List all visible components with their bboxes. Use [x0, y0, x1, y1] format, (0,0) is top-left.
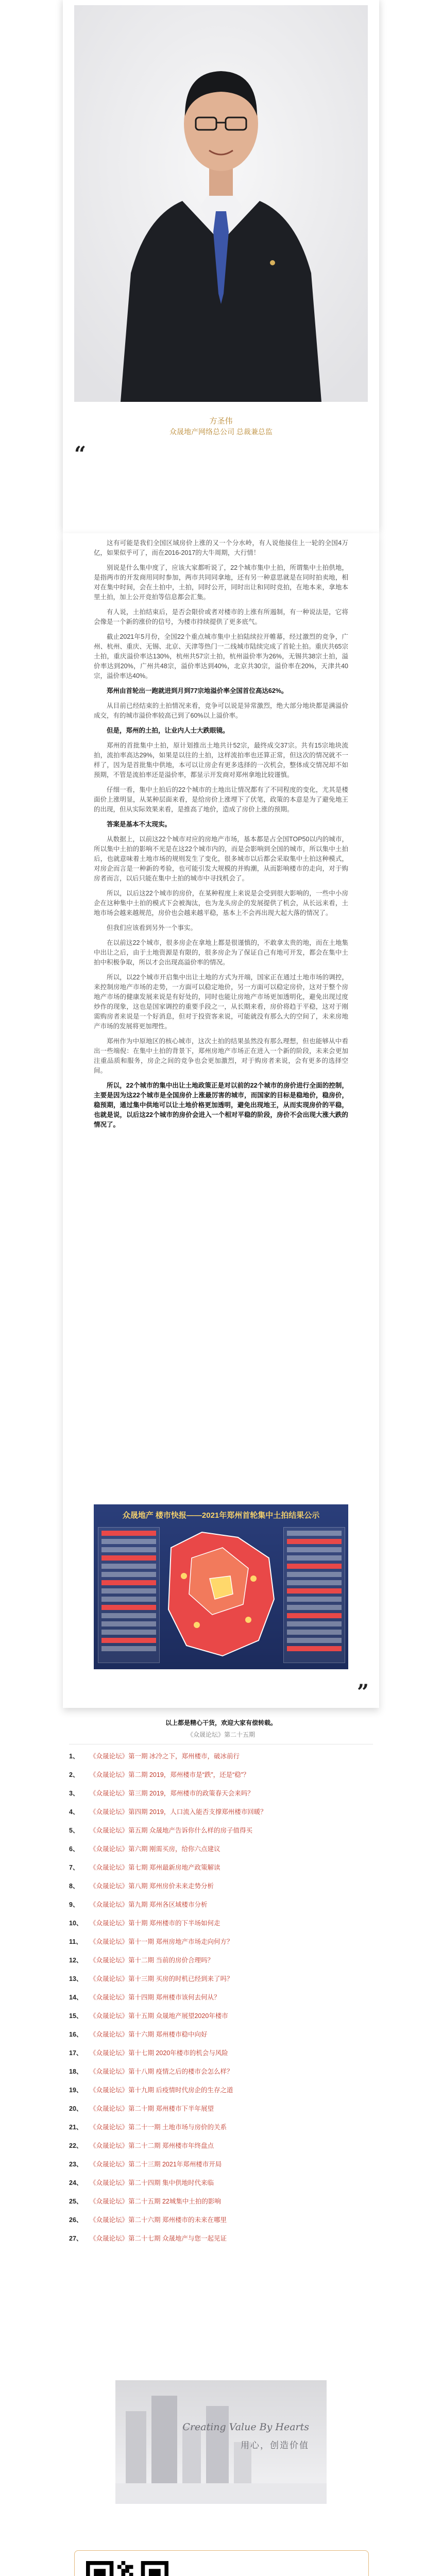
related-article-number: 27、	[69, 2235, 83, 2242]
note-line-1: 以上都是精心干货，欢迎大家有偿转载。	[165, 1719, 277, 1726]
article-paragraph: 答案是基本不太现实。	[107, 821, 172, 828]
related-article-number: 25、	[69, 2198, 83, 2205]
related-article-link[interactable]	[69, 1993, 373, 2011]
related-article-link[interactable]	[69, 2160, 373, 2178]
related-article-number: 3、	[69, 1790, 79, 1797]
author-name: 方圣伟	[209, 417, 233, 426]
related-article-number: 15、	[69, 2012, 83, 2020]
related-article-title: 《众晟论坛》第一期 冰冷之下，郑州楼市，破冰前行	[90, 1753, 240, 1760]
related-article-link[interactable]	[69, 2104, 373, 2123]
related-article-title: 《众晟论坛》第九期 郑州各区域楼市分析	[90, 1901, 208, 1908]
related-article-title: 《众晟论坛》第二十期 郑州楼市下半年展望	[90, 2105, 214, 2112]
article-paragraph: 从目前已经结束的土拍情况来看，竞争可以说是异常激烈，绝大部分地块都是满溢价成交，有的城市溢价率较高已到了60%以上溢价率。	[94, 702, 348, 719]
land-auction-map-graphic	[94, 1504, 348, 1669]
related-article-link[interactable]	[69, 1937, 373, 1956]
related-article-number: 16、	[69, 2031, 83, 2038]
banner-slogan-en: Creating Value By Hearts	[182, 2421, 309, 2433]
related-article-title: 《众晟论坛》第二十五期 22城集中土拍的影响	[90, 2198, 221, 2205]
related-article-link[interactable]	[69, 1789, 373, 1807]
related-article-title: 《众晟论坛》第四期 2019，人口流入能否支撑郑州楼市回暖？	[90, 1808, 267, 1816]
article-paragraph: 所以，以22个城市开启集中出让土地的方式为开端，国家正在通过土地市场的调控，来控制房地产市场的走势，一方面可以稳定地价，另一方面可以稳定房价，这对于整个房地产市场的健康发展来说是有好处的，同时也能让房地产市场更加透明化，避免出现过度炒作的现象，这也是国家调控的重要手段之一，从长期来看，房价将趋于平稳，这对于刚需购房者来说是一个好消息，但对于投资客来说，可能就没有那么大的空间了，未来房地产市场的发展将更加理性。	[94, 974, 348, 1030]
article-paragraph: 有人说，土拍结束后，是否会限价或者对楼市的上涨有所遏制，有一种说法是，它将会像是一个新的涨价的信号，为楼市持续提供了更多底气。	[94, 608, 348, 625]
related-article-number: 2、	[69, 1771, 79, 1778]
article-paragraph: 郑州作为中原地区的核心城市，这次土拍的结果虽然没有那么理想，但也能够从中看出一些端倪：在集中土拍的背景下，郑州房地产市场正在进入一个新的阶段，未来会更加注重品质和服务，房企之间的竞争也会更加激烈，对于购房者来说，会有更多的选择空间。	[94, 1038, 348, 1074]
related-article-link[interactable]	[69, 2011, 373, 2030]
related-article-number: 11、	[69, 1938, 82, 1945]
related-article-number: 7、	[69, 1864, 79, 1871]
close-quote-icon: ”	[356, 1680, 369, 1704]
related-article-title: 《众晟论坛》第二十二期 郑州楼市年终盘点	[90, 2142, 214, 2149]
related-article-title: 《众晟论坛》第五期 众晟地产告诉你什么样的房子值得买	[90, 1827, 252, 1834]
related-article-link[interactable]	[69, 1863, 373, 1882]
related-article-title: 《众晟论坛》第二十六期 郑州楼市的未来在哪里	[90, 2216, 227, 2224]
related-article-link[interactable]	[69, 2197, 373, 2215]
related-article-title: 《众晟论坛》第二十四期 集中供地时代来临	[90, 2179, 214, 2187]
article-paragraph: 所以，以后这22个城市的房价，在某种程度上来说是会受到很大影响的，一些中小房企在这种集中土拍的模式下会被淘汰，也为龙头房企的发展提供了机会，从长远来看，土地市场会越来越规范，房价也会越来越平稳，基本上不会再出现大起大落的情况了。	[94, 890, 348, 917]
related-article-link[interactable]	[69, 1882, 373, 1900]
related-article-number: 1、	[69, 1753, 79, 1760]
author-role: 众晟地产网络总公司 总裁兼总监	[169, 428, 273, 436]
related-article-link[interactable]	[69, 1752, 373, 1770]
note-line-2: 《众晟论坛》第二十五期	[186, 1731, 255, 1738]
related-article-link[interactable]	[69, 1807, 373, 1826]
related-article-title: 《众晟论坛》第十三期 买房的时机已经到来了吗？	[90, 1975, 233, 1982]
related-article-title: 《众晟论坛》第三期 2019，郑州楼市的政策春天会来吗？	[90, 1790, 254, 1797]
related-article-title: 《众晟论坛》第二期 2019，郑州楼市是“跌”，还是“稳”？	[90, 1771, 250, 1778]
related-article-link[interactable]	[69, 2067, 373, 2086]
related-article-title: 《众晟论坛》第十期 郑州楼市的下半场如何走	[90, 1920, 220, 1927]
related-article-number: 19、	[69, 2087, 83, 2094]
related-article-number: 5、	[69, 1827, 79, 1834]
article-paragraph: 郑州由首轮出一跑就进到月到77宗地溢价率全国首位高达62%。	[107, 687, 288, 694]
related-article-number: 14、	[69, 1994, 83, 2001]
related-article-number: 8、	[69, 1883, 79, 1890]
related-article-title: 《众晟论坛》第八期 郑州房价未来走势分析	[90, 1883, 214, 1890]
open-quote-icon: “	[74, 442, 87, 466]
related-article-number: 12、	[69, 1957, 83, 1964]
related-article-link[interactable]	[69, 1900, 373, 1919]
article-paragraph: 别说是什么集中度了，应该大家都听说了，22个城市集中土拍，所谓集中土拍供地，是指两市的开发商用同时参加，两市共同同拿地，还有另一种意思就是在同时拍卖地，相对在集中时间，会在土拍中，土拍，同时公开，同时出让和同时竞拍，在地本来，拿地本里土拍，加上公开竞拍等信息都会汇集。	[94, 564, 348, 601]
related-article-link[interactable]	[69, 2141, 373, 2160]
related-article-link[interactable]	[69, 2030, 373, 2048]
related-article-title: 《众晟论坛》第十九期 后疫情时代房企的生存之道	[90, 2087, 233, 2094]
article-paragraph: 但我们应该看到另外一个事实。	[107, 924, 197, 931]
related-article-link[interactable]	[69, 2178, 373, 2197]
article-paragraph: 截止2021年5月份，全国22个重点城市集中土拍陆续拉开帷幕，经过激烈的竞争，广州、杭州、重庆、无锡、北京、天津等热门一二线城市陆续完成了首轮土拍。重庆共65宗土拍，重庆溢价率达130%，杭州共57宗土拍，杭州溢价率为26%，无锡共38宗土拍，溢价率达到20%，广州共48宗，溢价率达到40%，北京共30宗，溢价率在20%，天津共40宗，溢价率达40%。	[94, 633, 348, 680]
related-article-number: 18、	[69, 2068, 83, 2075]
related-article-number: 24、	[69, 2179, 83, 2187]
related-article-title: 《众晟论坛》第十四期 郑州楼市该何去何从？	[90, 1994, 220, 2001]
related-article-link[interactable]	[69, 2123, 373, 2141]
related-article-title: 《众晟论坛》第七期 郑州最新房地产政策解读	[90, 1864, 220, 1871]
qr-card	[74, 2550, 369, 2576]
banner-slogan-cn: 用心，创造价值	[241, 2441, 309, 2450]
related-article-title: 《众晟论坛》第十一期 郑州房地产市场走向何方？	[90, 1938, 233, 1945]
related-article-link[interactable]	[69, 1974, 373, 1993]
related-article-number: 23、	[69, 2161, 83, 2168]
article-paragraph: 郑州的首批集中土拍，原计划推出土地共计52宗，最终成交37宗。共有15宗地块流拍，流拍率高达29%，如果是以往的土拍，这样流拍率也还算正常，但这次的情况就不一样了，因为是首批集中供地，本可以让房企有更多选择的一次机会，整体成交情况却不如预期，不管是流拍率还是溢价率，都显示开发商对郑州拿地比较谨慎。	[94, 742, 348, 778]
related-article-number: 17、	[69, 2049, 83, 2057]
related-article-number: 6、	[69, 1845, 79, 1853]
map-left-panel	[98, 1527, 160, 1663]
article-paragraph: 仔细一看，集中土拍后的22个城市的土地出让情况都有了不同程度的变化，尤其是楼面价上涨明显，从某种层面来看，是给房价上涨埋下了伏笔，政策的本意是为了避免地王的出现，但从实际效果来看，是推高了地价，造成了房价上涨的预期。	[94, 786, 348, 813]
map-right-panel	[283, 1527, 345, 1663]
related-article-title: 《众晟论坛》第十八期 疫情之后的楼市会怎么样？	[90, 2068, 233, 2075]
related-article-link[interactable]	[69, 2234, 373, 2252]
related-article-title: 《众晟论坛》第二十七期 众晟地产与您一起见证	[90, 2235, 227, 2242]
related-article-title: 《众晟论坛》第十二期 当前的房价合理吗？	[90, 1957, 214, 1964]
related-article-link[interactable]	[69, 1826, 373, 1844]
related-article-number: 4、	[69, 1808, 79, 1816]
article-paragraph: 这有可能是我们全国区域房价上涨的又一个分水岭，有人说他接住上一轮的全国4万亿，如果似乎可了，而在2016-2017的大牛周期，大行情！	[94, 539, 348, 556]
related-article-link[interactable]	[69, 2086, 373, 2104]
related-article-title: 《众晟论坛》第十七期 2020年楼市的机会与风险	[90, 2049, 228, 2057]
brand-banner	[115, 2380, 327, 2504]
related-article-link[interactable]	[69, 1844, 373, 1863]
related-article-number: 22、	[69, 2142, 83, 2149]
related-article-number: 26、	[69, 2216, 83, 2224]
related-article-title: 《众晟论坛》第二十一期 土地市场与房价的关系	[90, 2124, 227, 2131]
article-card	[63, 533, 379, 1708]
related-article-title: 《众晟论坛》第十六期 郑州楼市稳中向好	[90, 2031, 208, 2038]
related-article-title: 《众晟论坛》第十五期 众晟地产展望2020年楼市	[90, 2012, 228, 2020]
related-article-number: 10、	[69, 1920, 83, 1927]
author-card	[63, 0, 379, 533]
article-body	[94, 538, 348, 1135]
related-article-link[interactable]	[69, 1770, 373, 1789]
map-illustration	[161, 1527, 281, 1662]
article-paragraph: 但是，郑州的土拍，让业内人士大跌眼镜。	[107, 727, 229, 734]
related-article-title: 《众晟论坛》第六期 刚需买房，给你六点建议	[90, 1845, 220, 1853]
qr-code-icon[interactable]	[86, 2561, 168, 2576]
related-article-link[interactable]	[69, 2215, 373, 2234]
article-paragraph: 从数据上，以前这22个城市对应的房地产市场，基本都是占全国TOP50以内的城市，所以集中土拍的影响不光是在这22个城市内的，而是会影响到全国的城市，所以集中土拍后，也就意味着土地市场的规则发生了变化，很多城市以后都会采取集中土拍这种模式，对房企而言是一种新的考验，也可能引发大规模的并购潮，从而影响楼市的走向，对于购房者而言，以后只能在集中土拍的城市中寻找机会了。	[94, 836, 348, 882]
article-paragraph: 在以前这22个城市，很多房企在拿地上都是很谨慎的，不敢拿太贵的地，而在土地集中出让之后，由于土地资源是有限的，很多房企为了保证自己有地可开发，都会在集中土拍中积极争取，所以才会出现高溢价率的情况。	[94, 939, 348, 966]
related-article-title: 《众晟论坛》第二十三期 2021年郑州楼市开局	[90, 2161, 222, 2168]
related-article-number: 21、	[69, 2124, 83, 2131]
related-article-number: 20、	[69, 2105, 83, 2112]
related-article-number: 13、	[69, 1975, 83, 1982]
author-portrait	[74, 5, 368, 402]
related-articles-list	[69, 1752, 373, 2252]
related-article-link[interactable]	[69, 2048, 373, 2067]
related-article-link[interactable]	[69, 1956, 373, 1974]
author-photo	[74, 5, 368, 402]
map-title: 众晟地产 楼市快报——2021年郑州首轮集中土拍结果公示	[122, 1511, 320, 1520]
related-article-number: 9、	[69, 1901, 79, 1908]
related-article-link[interactable]	[69, 1919, 373, 1937]
article-paragraph: 所以，22个城市的集中出让土地政策正是对以前的22个城市的房价进行全面的控制，主要是因为这22个城市是全国房价上涨最厉害的城市，而国家的目标是稳地价，稳房价，稳预期，通过集中供地可以让土地价格更加透明，避免出现地王，从而实现房价的平稳，也就是说，以后这22个城市的房价会进入一个相对平稳的阶段，房价不会出现大涨大跌的情况了。	[94, 1082, 348, 1128]
